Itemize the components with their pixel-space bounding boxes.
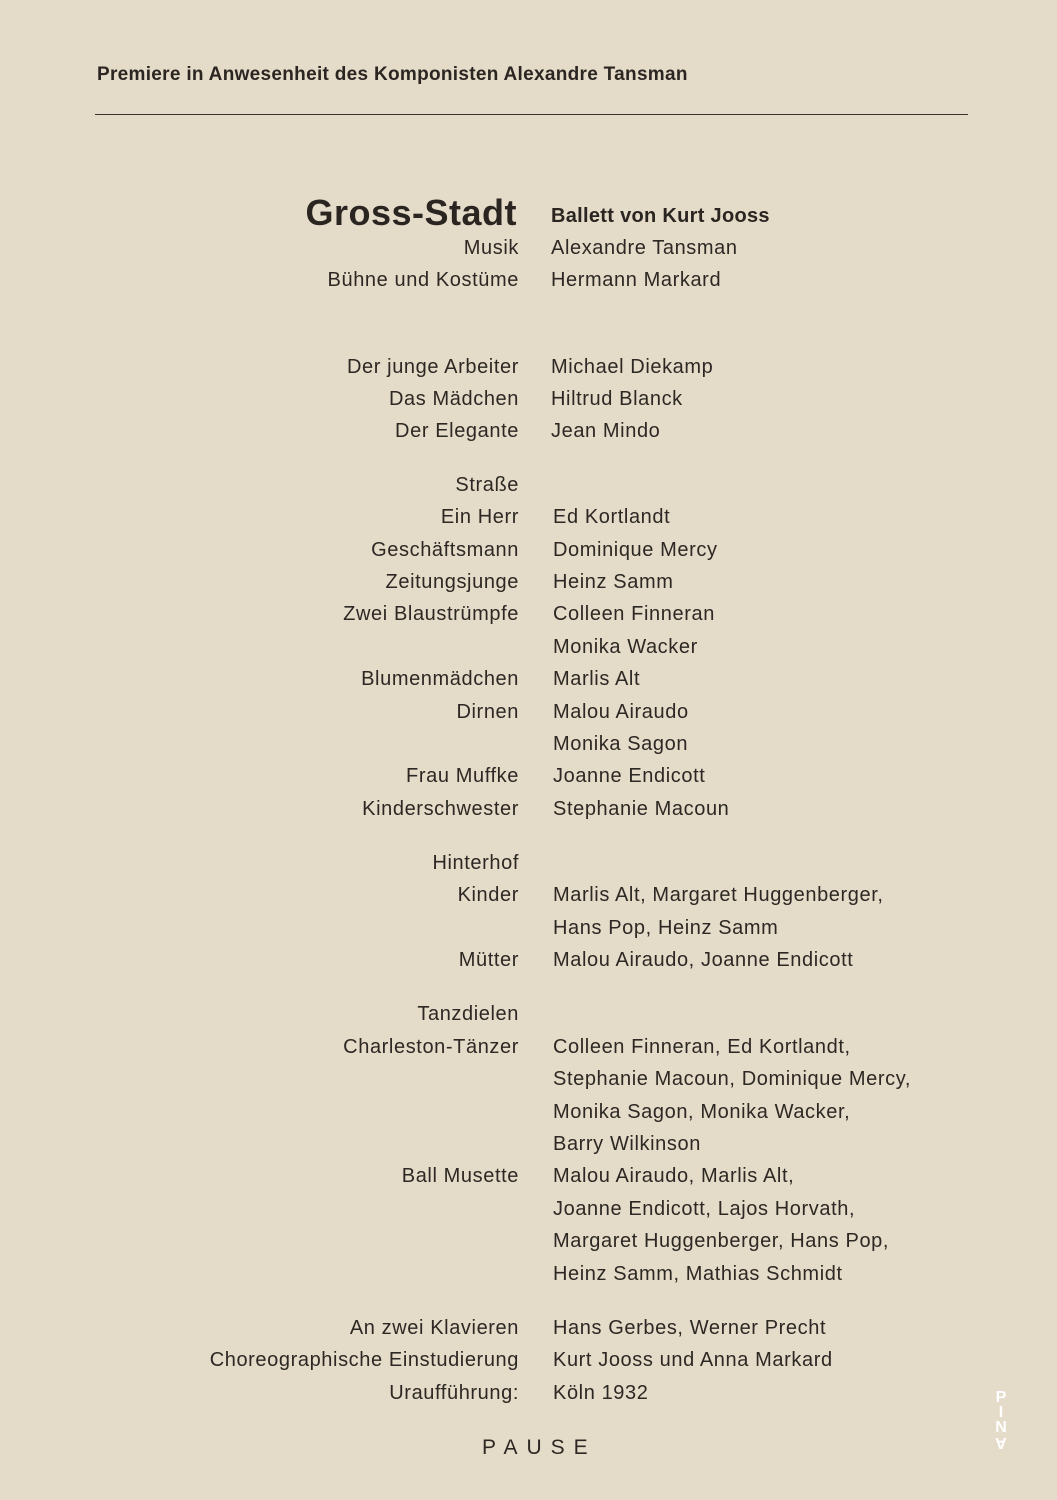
performer-name: Malou Airaudo (553, 701, 689, 723)
performer-name: Heinz Samm, Mathias Schmidt (553, 1263, 843, 1285)
work-title: Gross-Stadt (305, 192, 517, 233)
credit-value: Kurt Jooss und Anna Markard (553, 1349, 833, 1371)
cast-row (0, 917, 1057, 947)
cast-row (0, 701, 1057, 731)
credit-value: Hermann Markard (551, 269, 722, 291)
role-label: Zwei Blaustrümpfe (343, 603, 519, 625)
cast-row (0, 1263, 1057, 1293)
cast-row (0, 733, 1057, 763)
role-label: Der Elegante (395, 420, 519, 442)
performer-name: Joanne Endicott (553, 765, 706, 787)
performer-name: Colleen Finneran (553, 603, 715, 625)
section-heading: Hinterhof (432, 852, 519, 874)
role-label: Charleston-Tänzer (343, 1036, 519, 1058)
cast-row (0, 1101, 1057, 1131)
performer-name: Malou Airaudo, Marlis Alt, (553, 1165, 795, 1187)
performer-name: Barry Wilkinson (553, 1133, 701, 1155)
performer-name: Ed Kortlandt (553, 506, 671, 528)
role-label: Frau Muffke (406, 765, 519, 787)
cast-row (0, 798, 1057, 828)
cast-row (0, 1230, 1057, 1260)
credit-label: Musik (463, 237, 519, 259)
performer-name: Monika Sagon (553, 733, 689, 755)
performer-name: Stephanie Macoun (553, 798, 730, 820)
cast-row (0, 388, 1057, 418)
credit-row (0, 1349, 1057, 1379)
credit-row (0, 237, 1057, 267)
role-label: Kinder (457, 884, 519, 906)
cast-row (0, 636, 1057, 666)
cast-row (0, 668, 1057, 698)
role-label: Ball Musette (401, 1165, 519, 1187)
cast-row (0, 765, 1057, 795)
performer-name: Michael Diekamp (551, 356, 714, 378)
premiere-note: Premiere in Anwesenheit des Komponisten Alexandre Tansman (97, 64, 688, 85)
role-label: Zeitungsjunge (385, 571, 519, 593)
section-heading-tanzdielen (0, 1003, 1057, 1033)
credit-row (0, 1382, 1057, 1412)
role-label: Ein Herr (440, 506, 519, 528)
performer-name: Heinz Samm (553, 571, 674, 593)
credit-row (0, 269, 1057, 299)
section-heading: Tanzdielen (417, 1003, 519, 1025)
role-label: Mütter (458, 949, 519, 971)
cast-row (0, 949, 1057, 979)
cast-row (0, 1068, 1057, 1098)
cast-row (0, 1133, 1057, 1163)
logo-letter: N (995, 1419, 1007, 1436)
credit-label: Uraufführung: (389, 1382, 519, 1404)
credit-label: Bühne und Kostüme (327, 269, 519, 291)
cast-row (0, 539, 1057, 569)
performer-name: Margaret Huggenberger, Hans Pop, (553, 1230, 890, 1252)
cast-row (0, 506, 1057, 536)
performer-name: Joanne Endicott, Lajos Horvath, (553, 1198, 856, 1220)
logo-letter: I (998, 1404, 1004, 1421)
role-label: Der junge Arbeiter (346, 356, 519, 378)
performer-name: Stephanie Macoun, Dominique Mercy, (553, 1068, 911, 1090)
section-heading-strasse (0, 474, 1057, 504)
performer-name: Colleen Finneran, Ed Kortlandt, (553, 1036, 851, 1058)
cast-row (0, 571, 1057, 601)
performer-name: Dominique Mercy (553, 539, 718, 561)
cast-row (0, 356, 1057, 386)
section-heading-hinterhof (0, 852, 1057, 882)
performer-name: Marlis Alt (553, 668, 641, 690)
role-label: Dirnen (456, 701, 519, 723)
cast-row (0, 420, 1057, 450)
role-label: Geschäftsmann (371, 539, 519, 561)
performer-name: Malou Airaudo, Joanne Endicott (553, 949, 854, 971)
cast-row (0, 1165, 1057, 1195)
performer-name: Hans Pop, Heinz Samm (553, 917, 779, 939)
cast-row (0, 1198, 1057, 1228)
pause-label: PAUSE (482, 1436, 597, 1459)
role-label: Das Mädchen (389, 388, 519, 410)
pina-logo (987, 1390, 1015, 1450)
credit-label: An zwei Klavieren (349, 1317, 519, 1339)
role-label: Blumenmädchen (361, 668, 519, 690)
performer-name: Hiltrud Blanck (551, 388, 683, 410)
section-heading: Straße (455, 474, 519, 496)
performer-name: Monika Wacker (553, 636, 698, 658)
logo-letter: A (995, 1434, 1007, 1451)
work-subtitle: Ballett von Kurt Jooss (551, 205, 770, 227)
credit-row (0, 1317, 1057, 1347)
credit-value: Alexandre Tansman (551, 237, 738, 259)
role-label: Kinderschwester (362, 798, 519, 820)
credit-label: Choreographische Einstudierung (209, 1349, 519, 1371)
cast-row (0, 1036, 1057, 1066)
credit-value: Hans Gerbes, Werner Precht (553, 1317, 827, 1339)
cast-row (0, 603, 1057, 633)
performer-name: Jean Mindo (551, 420, 661, 442)
performer-name: Marlis Alt, Margaret Huggenberger, (553, 884, 884, 906)
performer-name: Monika Sagon, Monika Wacker, (553, 1101, 851, 1123)
cast-row (0, 884, 1057, 914)
logo-letter: P (995, 1389, 1007, 1406)
credit-value: Köln 1932 (553, 1382, 649, 1404)
